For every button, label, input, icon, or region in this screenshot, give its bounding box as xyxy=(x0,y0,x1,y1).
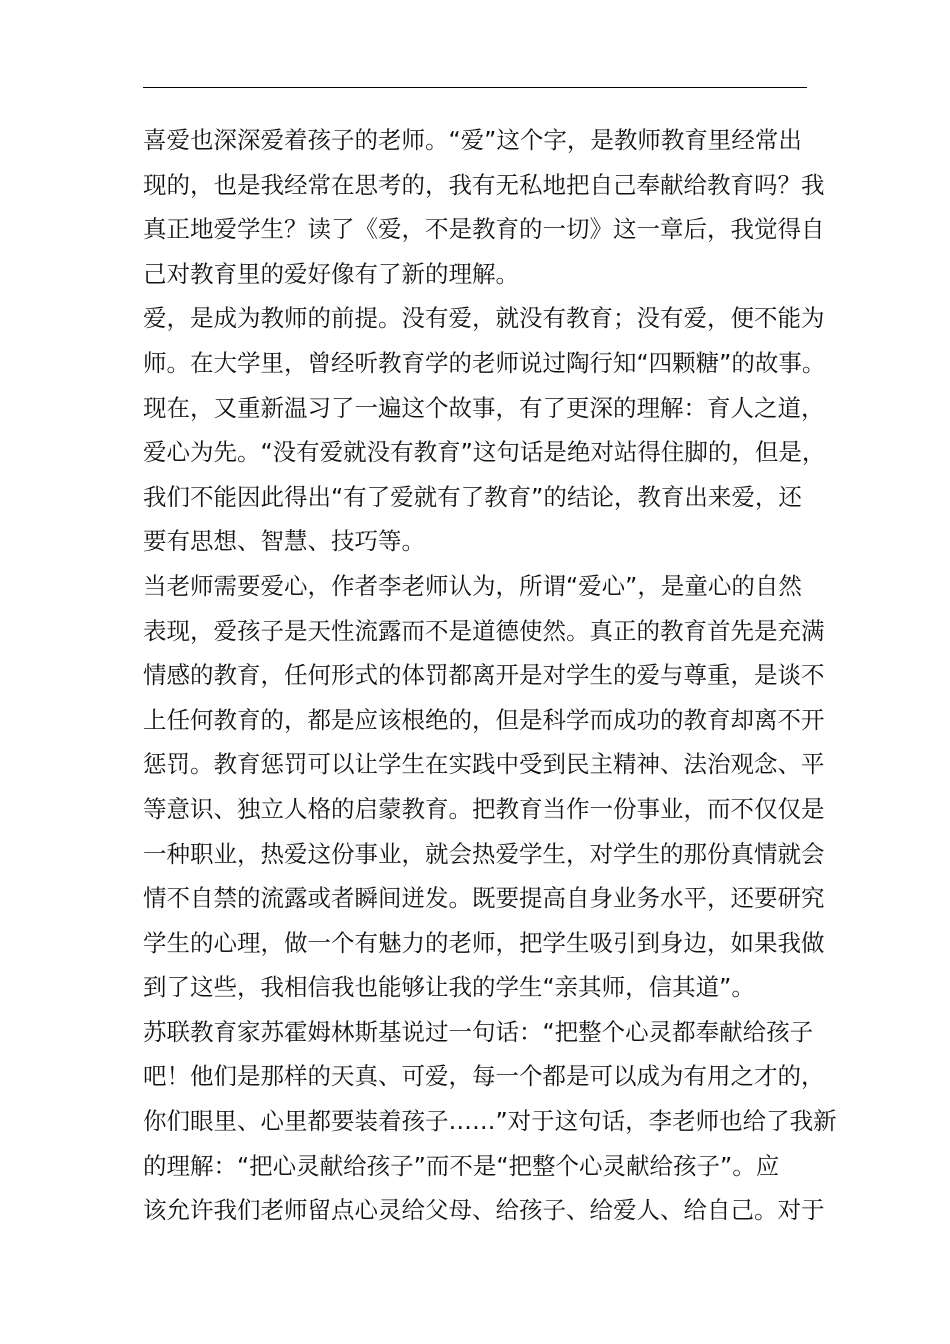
header-rule xyxy=(143,87,807,88)
text-line: 真正地爱学生？读了《爱，不是教育的一切》这一章后，我觉得自 xyxy=(143,215,825,244)
text-line: 该允许我们老师留点心灵给父母、给孩子、给爱人、给自己。对于 xyxy=(143,1196,825,1225)
text-line: 现的，也是我经常在思考的，我有无私地把自己奉献给教育吗？我 xyxy=(143,170,825,199)
text-line: 师。在大学里，曾经听教育学的老师说过陶行知“四颗糖”的故事。 xyxy=(143,348,826,377)
text-line: 学生的心理，做一个有魅力的老师，把学生吸引到身边，如果我做 xyxy=(143,928,825,957)
text-line: 表现，爱孩子是天性流露而不是道德使然。真正的教育首先是充满 xyxy=(143,616,825,645)
text-line: 你们眼里、心里都要装着孩子……”对于这句话，李老师也给了我新 xyxy=(143,1107,837,1136)
text-line: 我们不能因此得出“有了爱就有了教育”的结论，教育出来爱，还 xyxy=(143,482,802,511)
text-line: 苏联教育家苏霍姆林斯基说过一句话：“把整个心灵都奉献给孩子 xyxy=(143,1017,814,1046)
text-line: 喜爱也深深爱着孩子的老师。“爱”这个字，是教师教育里经常出 xyxy=(143,126,802,154)
text-line: 一种职业，热爱这份事业，就会热爱学生，对学生的那份真情就会 xyxy=(143,839,825,868)
text-line: 情不自禁的流露或者瞬间迸发。既要提高自身业务水平，还要研究 xyxy=(143,884,825,913)
text-line: 情感的教育，任何形式的体罚都离开是对学生的爱与尊重，是谈不 xyxy=(143,661,825,690)
text-line: 当老师需要爱心，作者李老师认为，所谓“爱心”，是童心的自然 xyxy=(143,571,802,600)
text-line: 要有思想、智慧、技巧等。 xyxy=(143,527,425,556)
text-line: 惩罚。教育惩罚可以让学生在实践中受到民主精神、法治观念、平 xyxy=(143,750,825,779)
text-line: 爱，是成为教师的前提。没有爱，就没有教育；没有爱，便不能为 xyxy=(143,304,825,333)
text-line: 的理解：“把心灵献给孩子”而不是“把整个心灵献给孩子”。应 xyxy=(143,1151,780,1180)
text-line: 吧！他们是那样的天真、可爱，每一个都是可以成为有用之才的， xyxy=(143,1062,825,1091)
text-line: 爱心为先。“没有爱就没有教育”这句话是绝对站得住脚的，但是， xyxy=(143,438,826,467)
body-text xyxy=(143,118,837,1233)
text-line: 现在，又重新温习了一遍这个故事，有了更深的理解：育人之道， xyxy=(143,393,825,422)
text-line: 到了这些，我相信我也能够让我的学生“亲其师，信其道”。 xyxy=(143,973,755,1002)
text-line: 己对教育里的爱好像有了新的理解。 xyxy=(143,259,519,288)
text-line: 上任何教育的，都是应该根绝的，但是科学而成功的教育却离不开 xyxy=(143,705,825,734)
text-line: 等意识、独立人格的启蒙教育。把教育当作一份事业，而不仅仅是 xyxy=(143,794,825,823)
